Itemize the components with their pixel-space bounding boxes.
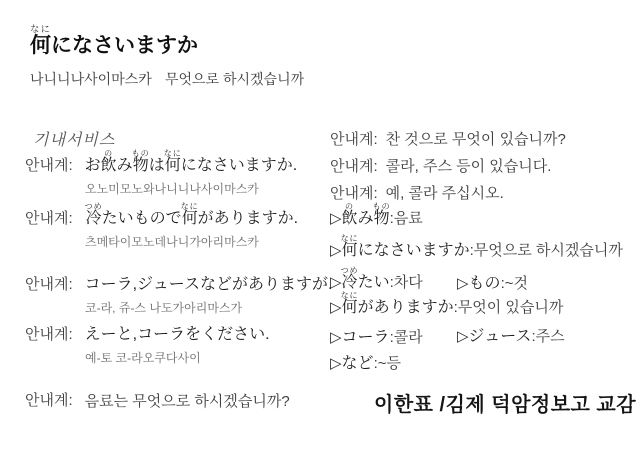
title-translation: 무엇으로 하시겠습니까 <box>165 71 305 87</box>
vocab-term: 冷つめたい <box>340 266 390 291</box>
vocab-separator: : <box>389 210 394 227</box>
vocab-separator: : <box>389 329 394 346</box>
triangle-bullet-icon: ▷ <box>457 275 469 292</box>
transliteration: 코-라, 쥬-스 나도가아리마스가 <box>85 301 243 315</box>
vocab-item <box>457 329 565 346</box>
page-title: 何なにになさいますか <box>30 24 198 57</box>
triangle-bullet-icon: ▷ <box>330 242 342 259</box>
triangle-bullet-icon: ▷ <box>330 210 342 227</box>
vocab-meaning: ~것 <box>504 275 528 292</box>
vocab-meaning: 콜라 <box>393 329 423 346</box>
speaker-label: 안내계: <box>25 156 73 174</box>
vocab-separator: : <box>373 355 378 372</box>
triangle-bullet-icon: ▷ <box>330 299 342 316</box>
transliteration: 예-토 코-라오쿠다사이 <box>85 351 201 365</box>
japanese-text: 冷つめたいもので何なにがありますか. <box>84 202 299 227</box>
speaker-label: 안내계: <box>25 276 73 293</box>
vocab-item <box>330 329 423 346</box>
vocab-row <box>330 266 528 292</box>
dialogue-line <box>25 389 290 410</box>
vocab-meaning: 음료 <box>393 210 423 227</box>
vocab-meaning: ~등 <box>377 355 401 372</box>
dialogue-line <box>25 323 270 366</box>
transliteration: 츠메타이모노데나니가아리마스카 <box>85 234 259 249</box>
dialogue-line <box>330 155 551 176</box>
vocab-meaning: 차다 <box>393 274 423 291</box>
vocab-term: コーラ <box>341 329 390 346</box>
korean-text: 예, 콜라 주십시오. <box>385 185 504 202</box>
korean-text: 음료는 무엇으로 하시겠습니까? <box>84 392 290 410</box>
title-transliteration: 나니니나사이마스카 <box>30 71 152 87</box>
vocab-term: など <box>341 355 374 372</box>
vocab-separator: : <box>500 275 505 292</box>
speaker-label: 안내계: <box>330 158 378 175</box>
vocab-term: 何なにがありますか <box>340 291 454 316</box>
speaker-label: 안내계: <box>25 209 73 227</box>
triangle-bullet-icon: ▷ <box>457 328 469 345</box>
japanese-text: お飲のみ物ものは何なにになさいますか. <box>84 149 298 174</box>
dialogue-line <box>330 128 566 149</box>
triangle-bullet-icon: ▷ <box>330 355 342 372</box>
transliteration: 오노미모노와나니니나사이마스카 <box>85 181 259 196</box>
vocab-term: もの <box>468 275 501 292</box>
korean-text: 찬 것으로 무엇이 있습니까? <box>385 131 566 148</box>
title-subtitle <box>30 69 610 89</box>
vocab-term: ジュース <box>468 328 532 345</box>
vocab-term: 飲のみ物もの <box>341 202 391 227</box>
vocab-row <box>330 355 401 373</box>
vocab-item <box>330 234 623 259</box>
speaker-label: 안내계: <box>25 392 73 409</box>
section-title: 기내서비스 <box>33 132 116 149</box>
vocab-meaning: 주스 <box>535 328 565 345</box>
vocab-separator: : <box>531 328 536 345</box>
dialogue-line <box>25 202 298 250</box>
vocab-row <box>330 291 563 317</box>
japanese-text: えーと,コーラをください. <box>84 326 270 344</box>
vocab-item <box>330 202 423 227</box>
vocab-row <box>330 328 565 347</box>
japanese-text: コーラ,ジュースなどがありますが. <box>84 276 333 294</box>
vocab-item <box>330 355 401 372</box>
vocab-item <box>330 266 423 291</box>
vocab-meaning: 무엇으로 하시겠습니까 <box>473 242 623 259</box>
speaker-label: 안내계: <box>330 185 378 202</box>
speaker-label: 안내계: <box>25 326 73 343</box>
vocab-term: 何なにになさいますか <box>340 234 470 259</box>
vocab-meaning: 무엇이 있습니까 <box>457 299 564 316</box>
vocab-separator: : <box>389 274 394 291</box>
vocab-row <box>330 234 623 260</box>
author-credit: 이한표 /김제 덕암정보고 교감 <box>374 394 637 416</box>
korean-text: 콜라, 주스 등이 있습니다. <box>385 158 552 175</box>
vocab-item <box>330 291 564 316</box>
triangle-bullet-icon: ▷ <box>330 329 342 346</box>
vocab-separator: : <box>469 242 474 259</box>
vocab-separator: : <box>453 299 458 316</box>
vocab-row <box>330 202 423 228</box>
speaker-label: 안내계: <box>330 131 378 148</box>
triangle-bullet-icon: ▷ <box>330 274 342 291</box>
dialogue-line <box>25 149 297 197</box>
dialogue-line <box>330 182 504 203</box>
dialogue-line <box>25 273 332 316</box>
